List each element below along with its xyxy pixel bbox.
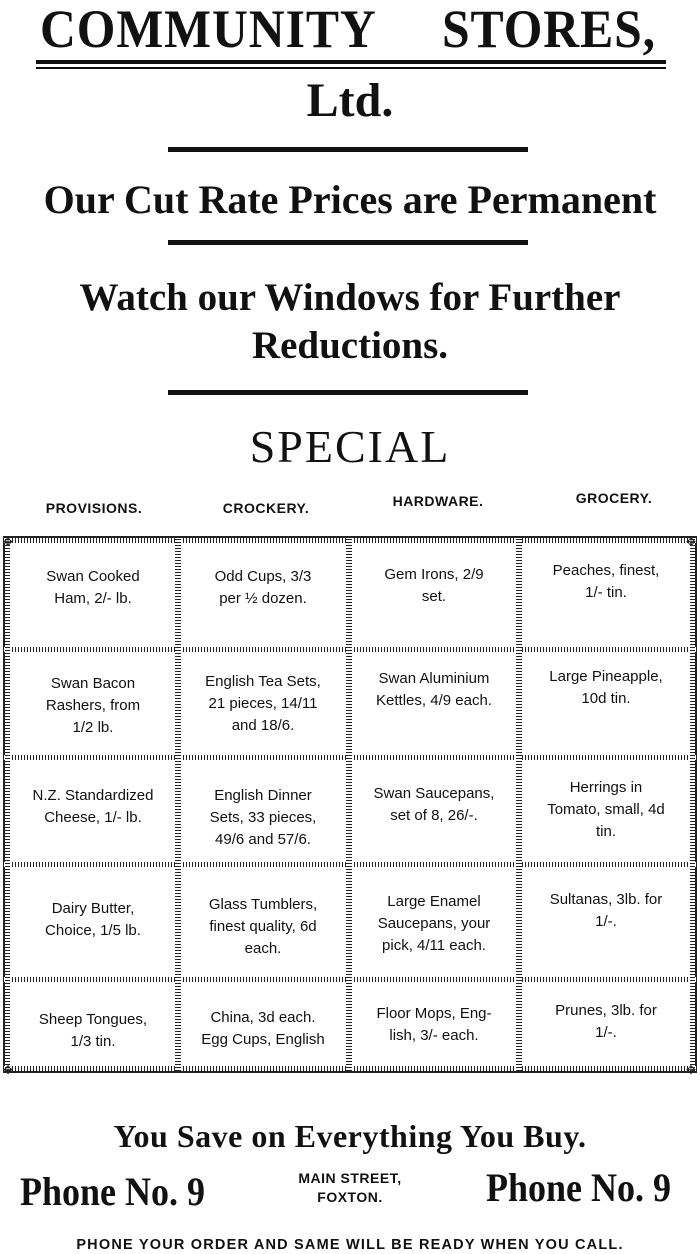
slogan: You Save on Everything You Buy.: [113, 1118, 587, 1154]
column-header-crockery: CROCKERY.: [222, 500, 310, 516]
table-cell-swan-saucepans: Swan Saucepans, set of 8, 26/-.: [373, 785, 495, 824]
table-cell-swan-ham: Swan Cooked Ham, 2/- lb.: [46, 568, 140, 607]
special-heading: SPECIAL: [249, 421, 451, 472]
corner-ornament-bottom-right: ✥: [686, 1063, 697, 1077]
table-cell-odd-cups: Odd Cups, 3/3 per ½ dozen.: [214, 568, 312, 607]
table-cell-enamel-saucepans: Large Enamel Saucepans, your pick, 4/11 each.: [377, 893, 491, 954]
phone-number-right: Phone No. 9: [486, 1165, 672, 1210]
table-cell-tea-sets: English Tea Sets, 21 pieces, 14/11 and 18/6.: [205, 673, 321, 734]
table-cell-sultanas: Sultanas, 3lb. for 1/-.: [549, 891, 663, 930]
table-cell-nz-cheese: N.Z. Standardized Cheese, 1/- lb.: [32, 787, 154, 826]
table-cell-china-egg-cups: China, 3d each. Egg Cups, English: [201, 1009, 325, 1048]
column-separator-3: [516, 538, 522, 1071]
store-name-community: COMMUNITY: [40, 0, 377, 59]
corner-ornament-top-right: ✥: [686, 535, 697, 549]
table-cell-dairy-butter: Dairy Butter, Choice, 1/5 lb.: [45, 900, 141, 939]
column-separator-1: [175, 538, 181, 1071]
phone-number-left: Phone No. 9: [20, 1169, 206, 1214]
table-border-left: [5, 538, 10, 1071]
column-header-hardware: HARDWARE.: [392, 493, 484, 509]
table-cell-pineapple: Large Pineapple, 10d tin.: [549, 668, 663, 707]
store-address: [270, 1169, 430, 1207]
divider-1: [168, 147, 528, 152]
table-cell-prunes: Prunes, 3lb. for 1/-.: [555, 1002, 657, 1041]
table-cell-sheep-tongues: Sheep Tongues, 1/3 tin.: [38, 1011, 148, 1050]
column-header-grocery: GROCERY.: [575, 490, 653, 506]
corner-ornament-top-left: ✥: [3, 535, 14, 549]
title-rule-bottom: [36, 67, 666, 69]
column-header-provisions: PROVISIONS.: [45, 500, 143, 516]
table-border-right: [690, 538, 695, 1071]
table-cell-glass-tumblers: Glass Tumblers, finest quality, 6d each.: [208, 896, 318, 957]
table-cell-dinner-sets: English Dinner Sets, 33 pieces, 49/6 and 57/6.: [209, 787, 317, 848]
divider-2: [168, 240, 528, 245]
address-town: FOXTON.: [317, 1189, 383, 1205]
subhead-line-1: Watch our Windows for Further: [79, 276, 621, 319]
address-street: MAIN STREET,: [298, 1170, 402, 1186]
table-cell-aluminium-kettles: Swan Aluminium Kettles, 4/9 each.: [376, 670, 492, 709]
phone-order-note: PHONE YOUR ORDER AND SAME WILL BE READY WHEN YOU CALL.: [76, 1237, 624, 1253]
store-name-stores: STORES,: [442, 0, 657, 59]
column-separator-2: [346, 538, 352, 1071]
table-cell-peaches: Peaches, finest, 1/- tin.: [552, 562, 660, 601]
headline-permanent-prices: Our Cut Rate Prices are Permanent: [43, 177, 657, 222]
subhead-line-2: Reductions.: [251, 324, 449, 367]
table-cell-herrings: Herrings in Tomato, small, 4d tin.: [547, 779, 665, 840]
table-cell-gem-irons: Gem Irons, 2/9 set.: [384, 566, 484, 605]
corner-ornament-bottom-left: ✥: [3, 1063, 14, 1077]
table-cell-floor-mops: Floor Mops, Eng- lish, 3/- each.: [376, 1005, 492, 1044]
divider-3: [168, 390, 528, 395]
company-suffix: Ltd.: [306, 74, 394, 127]
table-cell-swan-bacon: Swan Bacon Rashers, from 1/2 lb.: [45, 675, 141, 736]
title-rule-top: [36, 60, 666, 64]
